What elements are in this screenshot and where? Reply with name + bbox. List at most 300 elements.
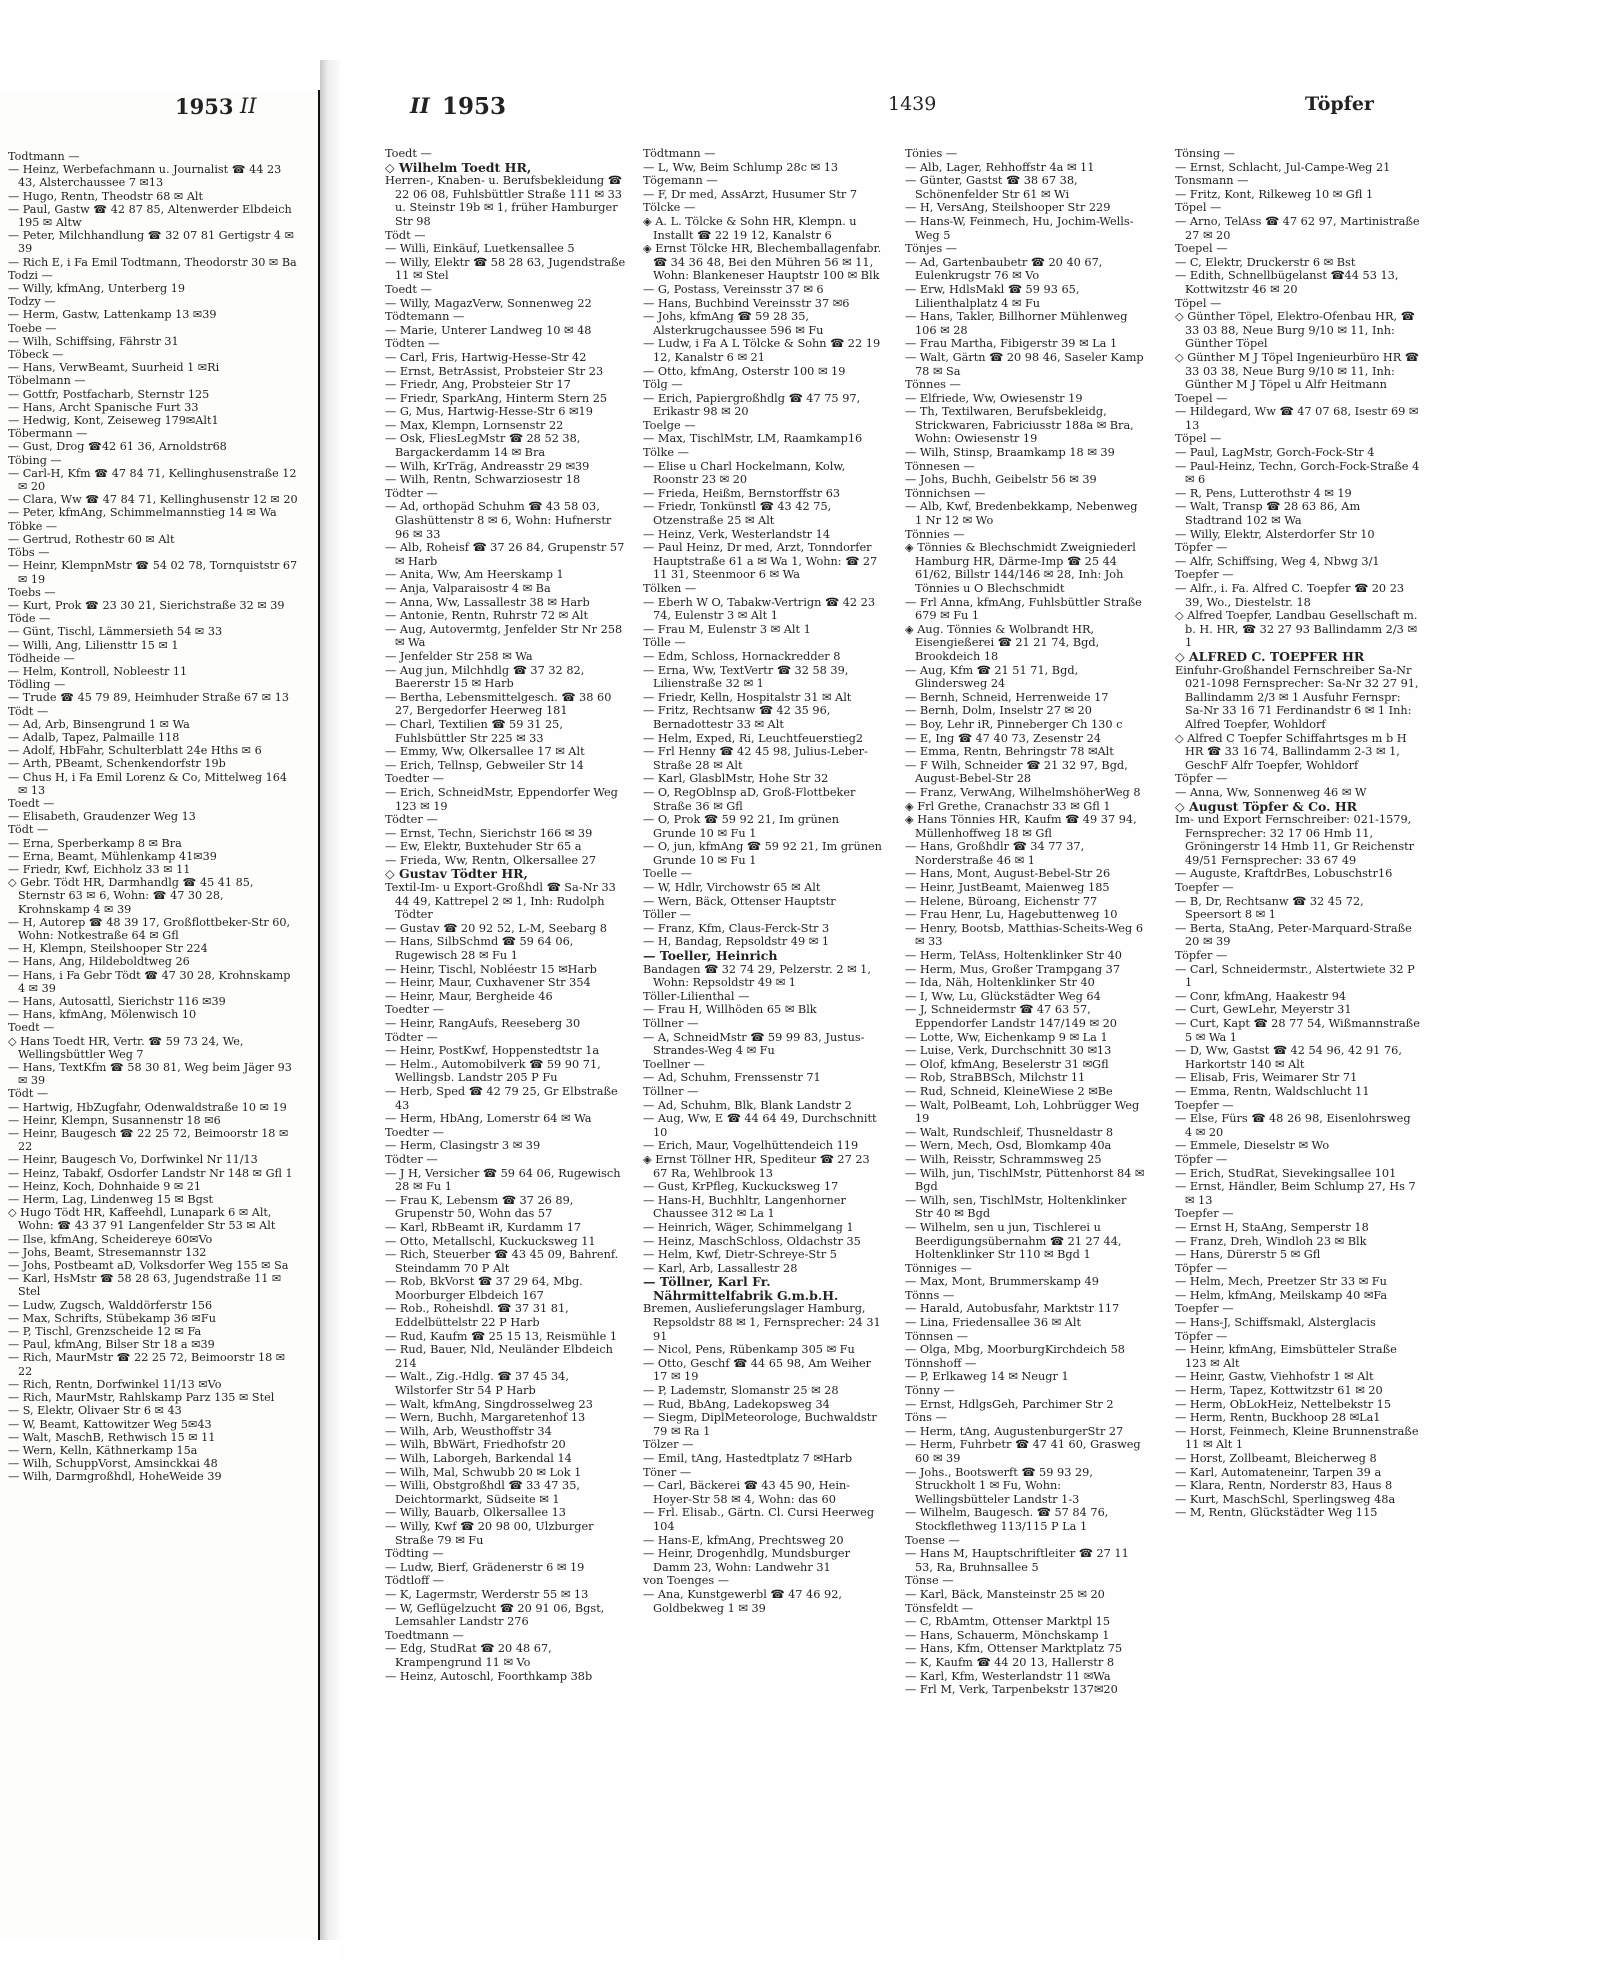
directory-entry: — Frieda, Heißm, Bernstorffstr 63 (643, 486, 841, 500)
directory-entry: — Erich, Tellnsp, Gebweiler Str 14 (385, 758, 584, 772)
directory-entry: — Frl. Elisab., Gärtn. Cl. Cursi Heerweg 104 (643, 1506, 875, 1533)
directory-entry: — Wern, Buchh, Margaretenhof 13 (385, 1411, 586, 1425)
directory-entry: — Herm, Fuhrbetr ☎ 47 41 60, Grasweg 60 ✉ 39 (905, 1438, 1141, 1465)
directory-entry: — Heinr, Baugesch ☎ 22 25 72, Beimoorstr 18 ✉ 22 (8, 1127, 289, 1154)
directory-entry: — Friedr, Kelln, Hospitalstr 31 ✉ Alt (643, 690, 852, 704)
directory-entry: — Kurt, MaschSchl, Sperlingsweg 48a (1175, 1492, 1396, 1506)
directory-entry: — Willi, Ang, Liliensttr 15 ✉ 1 (8, 638, 179, 652)
directory-entry: — Hans, Archt Spanische Furt 33 (8, 400, 199, 414)
directory-entry: ◇ Gebr. Tödt HR, Darmhandlg ☎ 45 41 85, Sternstr 63 ✉ 6, Wohn: ☎ 47 30 28, Krohnskamp 4 ✉ 39 (8, 876, 254, 916)
directory-entry: — Erich, SchneidMstr, Eppendorfer Weg 123 ✉ 19 (385, 785, 618, 813)
directory-entry: Herren-, Knaben- u. Berufsbekleidung ☎ 22 06 08, Fuhlsbüttler Straße 111 ✉ 33 u. Steinstr 19b ✉ 1, früher Hamburger Str 98 (385, 174, 622, 228)
directory-entry: — Bernh, Schneid, Herrenweide 17 (905, 690, 1109, 704)
directory-entry: — Walt, PolBeamt, Loh, Lohbrügger Weg 19 (905, 1098, 1140, 1126)
directory-entry: — Hans, Autosattl, Sierichstr 116 ✉39 (8, 995, 226, 1008)
directory-entry: — Wilh, sen, TischlMstr, Holtenklinker Str 40 ✉ Bgd (905, 1193, 1127, 1221)
directory-entry: — Otto, Geschf ☎ 44 65 98, Am Weiher 17 ✉ 19 (643, 1356, 872, 1384)
surname-heading: Töller-Lilienthal — (643, 989, 750, 1003)
surname-heading: Tönjes — (905, 242, 958, 256)
directory-entry: ◈ Hans Tönnies HR, Kaufm ☎ 49 37 94, Müllenhoffweg 18 ✉ Gfl (905, 813, 1137, 840)
directory-entry: — Edm, Schloss, Hornackredder 8 (643, 649, 841, 663)
surname-heading: Tödter — (385, 813, 438, 827)
directory-entry: — Günt, Tischl, Lämmersieth 54 ✉ 33 (8, 625, 223, 639)
directory-entry: — Heinr, JustBeamt, Maienweg 185 (905, 881, 1110, 895)
directory-entry: — Emmele, Dieselstr ✉ Wo (1175, 1139, 1330, 1153)
directory-entry: — Jenfelder Str 258 ✉ Wa (385, 649, 533, 663)
directory-entry: — G, Mus, Hartwig-Hesse-Str 6 ✉19 (385, 405, 593, 419)
directory-entry: — Franz, Kfm, Claus-Ferck-Str 3 (643, 921, 830, 935)
directory-column-2 (643, 147, 885, 1615)
directory-entry: — Helm, Kontroll, Nobleestr 11 (8, 664, 188, 678)
directory-entry: — F Wilh, Schneider ☎ 21 32 97, Bgd, August-Bebel-Str 28 (905, 758, 1128, 786)
directory-entry: ◇ Alfred Toepfer, Landbau Gesellschaft m. b. H. HR, ☎ 32 27 93 Ballindamm 2/3 ✉ 1 (1175, 609, 1418, 650)
directory-entry: — Paul Heinz, Dr med, Arzt, Tonndorfer Hauptstraße 61 a ✉ Wa 1, Wohn: ☎ 27 11 31, Steenmoor 6 ✉ Wa (643, 541, 878, 582)
directory-entry: — Erna, Sperberkamp 8 ✉ Bra (8, 836, 182, 850)
directory-entry: — Klara, Rentn, Norderstr 83, Haus 8 (1175, 1479, 1393, 1493)
directory-entry: — P, Lademstr, Slomanstr 25 ✉ 28 (643, 1384, 839, 1398)
directory-entry: — Karl, Bäck, Mansteinstr 25 ✉ 20 (905, 1587, 1105, 1601)
directory-entry: — M, Rentn, Glückstädter Weg 115 (1175, 1506, 1378, 1520)
directory-entry: — Elisab, Fris, Weimarer Str 71 (1175, 1071, 1358, 1085)
surname-heading: Töpfer — (1175, 541, 1228, 555)
directory-entry: — C, RbAmtm, Ottenser Marktpl 15 (905, 1615, 1111, 1629)
directory-entry: — Karl, RbBeamt iR, Kurdamm 17 (385, 1220, 582, 1234)
directory-entry: — Frl M, Verk, Tarpenbekstr 137✉20 (905, 1683, 1118, 1697)
surname-heading: Tönny — (905, 1384, 955, 1398)
directory-entry: — Luise, Verk, Durchschnitt 30 ✉13 (905, 1044, 1112, 1058)
directory-entry: — Ad, Arb, Binsengrund 1 ✉ Wa (8, 717, 190, 731)
directory-entry: — Lina, Friedensallee 36 ✉ Alt (905, 1316, 1081, 1330)
directory-entry: — Erich, Papiergroßhdlg ☎ 47 75 97, Erikastr 98 ✉ 20 (643, 391, 861, 419)
directory-entry: — Conr, kfmAng, Haakestr 94 (1175, 989, 1347, 1003)
directory-entry: — F, Dr med, AssArzt, Husumer Str 7 (643, 187, 858, 201)
surname-heading: Tödter — (385, 1030, 438, 1044)
directory-entry: — Ad, Schuhm, Blk, Blank Landstr 2 (643, 1098, 852, 1112)
directory-entry: — Harald, Autobusfahr, Marktstr 117 (905, 1302, 1120, 1316)
directory-entry: ◈ Frl Grethe, Cranachstr 33 ✉ Gfl 1 (905, 799, 1111, 813)
directory-entry: — Hugo, Rentn, Theodstr 68 ✉ Alt (8, 189, 203, 203)
directory-entry: — W, Geflügelzucht ☎ 20 91 06, Bgst, Lemsahler Landstr 276 (385, 1601, 605, 1629)
directory-entry: — Alfr., i. Fa. Alfred C. Toepfer ☎ 20 23 39, Wo., Diestelstr. 18 (1175, 582, 1405, 609)
directory-entry: — Gustav ☎ 20 92 52, L-M, Seebarg 8 (385, 921, 607, 935)
directory-entry: ◇ August Töpfer & Co. HR (1175, 798, 1358, 814)
directory-entry: — K, Kaufm ☎ 44 20 13, Hallerstr 8 (905, 1655, 1115, 1669)
directory-entry: — Willi, Obstgroßhdl ☎ 33 47 35, Deichtormarkt, Südseite ✉ 1 (385, 1479, 581, 1506)
directory-entry: — Johs, Buchh, Geibelstr 56 ✉ 39 (905, 473, 1097, 487)
directory-entry: — Frau K, Lebensm ☎ 37 26 89, Grupenstr 50, Wohn das 57 (385, 1193, 574, 1221)
directory-entry: — Rob, BkVorst ☎ 37 29 64, Mbg. Moorburger Elbdeich 167 (385, 1275, 583, 1302)
directory-entry: Einfuhr-Großhandel Fernschreiber Sa-Nr 021-1098 Fernsprecher: Sa-Nr 32 27 91, Ballindamm 2/3 ✉ 1 Ausfuhr Fernspr: Sa-Nr 33 16 71 Ferdinandstr 6 ✉ 1 Inh: Alfred Toepfer, Wohldorf (1175, 663, 1419, 731)
directory-entry: — Frau H, Willhöden 65 ✉ Blk (643, 1003, 817, 1017)
surname-heading: Töbeck — (8, 348, 64, 362)
directory-entry: — I, Ww, Lu, Glückstädter Weg 64 (905, 989, 1101, 1003)
surname-heading: Toepfer — (1175, 1302, 1234, 1316)
directory-entry: Bandagen ☎ 32 74 29, Pelzerstr. 2 ✉ 1, Wohn: Repsoldstr 49 ✉ 1 (643, 962, 871, 990)
surname-heading: Tödter — (385, 486, 438, 500)
surname-heading: Tönies — (905, 147, 958, 160)
directory-entry: — Toeller, Heinrich (643, 948, 778, 964)
directory-entry: — Kurt, Prok ☎ 23 30 21, Sierichstraße 32 ✉ 39 (8, 598, 285, 612)
directory-entry: — Günter, Gastst ☎ 38 67 38, Schönenfelder Str 61 ✉ Wi (905, 174, 1078, 201)
directory-entry: — Rich, Steuerber ☎ 43 45 09, Bahrenf. Steindamm 70 P Alt (385, 1248, 619, 1275)
directory-entry: — Karl, GlasblMstr, Hohe Str 32 (643, 772, 829, 786)
directory-entry: — Emma, Rentn, Behringstr 78 ✉Alt (905, 745, 1114, 759)
surname-heading: Tölle — (643, 636, 686, 650)
directory-entry: — Wilh, Darmgroßhdl, HoheWeide 39 (8, 1470, 222, 1484)
directory-entry: — Th, Textilwaren, Berufsbekleidg, Strickwaren, Fabriciusstr 188a ✉ Bra, Wohn: Owiesenstr 19 (905, 405, 1134, 446)
directory-entry: — Ad, Gartenbaubetr ☎ 20 40 67, Eulenkrugstr 76 ✉ Vo (905, 255, 1103, 283)
directory-entry: — Hans, kfmAng, Mölenwisch 10 (8, 1008, 197, 1022)
directory-entry: — O, RegOblnsp aD, Groß-Flottbeker Straße 36 ✉ Gfl (643, 785, 856, 813)
directory-entry: — G, Postass, Vereinsstr 37 ✉ 6 (643, 282, 824, 296)
directory-entry: — Rich, Rentn, Dorfwinkel 11/13 ✉Vo (8, 1377, 222, 1391)
surname-heading: Toedt — (385, 282, 432, 296)
directory-entry: — Elfriede, Ww, Owiesenstr 19 (905, 391, 1083, 405)
directory-entry: — Wilh, Stinsp, Braamkamp 18 ✉ 39 (905, 446, 1115, 460)
surname-heading: Tölzer — (643, 1438, 694, 1452)
directory-entry: — Paul-Heinz, Techn, Gorch-Fock-Straße 4 ✉ 6 (1175, 459, 1420, 487)
directory-entry: — Willy, Elektr ☎ 58 28 63, Jugendstraße 11 ✉ Stel (385, 255, 626, 283)
directory-entry: — Wilhelm, sen u jun, Tischlerei u Beerdigungsübernahm ☎ 21 27 44, Holtenklinker Str 110 ✉ Bgd 1 (905, 1220, 1122, 1262)
directory-entry: — Paul, kfmAng, Bilser Str 18 a ✉39 (8, 1338, 215, 1352)
directory-entry: — Herm, ObLokHeiz, Nettelbekstr 15 (1175, 1397, 1392, 1411)
directory-entry: — Anita, Ww, Am Heerskamp 1 (385, 568, 564, 582)
surname-heading: Tölke — (643, 446, 689, 460)
surname-heading: Tödtmann — (643, 147, 716, 160)
surname-heading: Töpfer — (1175, 1329, 1228, 1343)
directory-entry: — Max, Klempn, Lornsenstr 22 (385, 418, 564, 432)
surname-heading: Tödheide — (8, 651, 75, 665)
directory-entry: ◈ Ernst Töllner HR, Spediteur ☎ 27 23 67 Ra, Wehlbrook 13 (643, 1152, 870, 1180)
surname-heading: Tölken — (643, 582, 697, 595)
directory-entry: — Alb, Kwf, Bredenbekkamp, Nebenweg 1 Nr 12 ✉ Wo (905, 500, 1138, 528)
directory-entry: — Hartwig, HbZugfahr, Odenwaldstraße 10 ✉ 19 (8, 1100, 287, 1114)
left-page-column (8, 150, 298, 1484)
directory-entry: — Willy, Elektr, Alsterdorfer Str 10 (1175, 527, 1375, 541)
surname-heading: Töpfer — (1175, 1261, 1228, 1275)
directory-entry: — O, Prok ☎ 59 92 21, Im grünen Grunde 10 ✉ Fu 1 (643, 813, 839, 840)
directory-entry: — Frl Henny ☎ 42 45 98, Julius-Leber-Straße 28 ✉ Alt (643, 745, 868, 772)
surname-heading: Tönns — (905, 1288, 955, 1302)
directory-entry: — Heinr, PostKwf, Hoppenstedtstr 1a (385, 1044, 600, 1058)
directory-entry: — P, Erlkaweg 14 ✉ Neugr 1 (905, 1370, 1069, 1384)
directory-column-1 (385, 147, 627, 1683)
directory-entry: — Fritz, Kont, Rilkeweg 10 ✉ Gfl 1 (1175, 187, 1374, 201)
directory-entry: — Wilh, KrTräg, Andreasstr 29 ✉39 (385, 459, 590, 473)
directory-entry: — Heinz, Verk, Westerlandstr 14 (643, 527, 831, 541)
surname-heading: Töpfer — (1175, 949, 1228, 963)
directory-entry: — Ew, Elektr, Buxtehuder Str 65 a (385, 840, 582, 854)
surname-heading: Toepel — (1175, 391, 1228, 405)
surname-heading: Tödtloff — (385, 1574, 444, 1588)
directory-entry: — Hedwig, Kont, Zeiseweg 179✉Alt1 (8, 414, 219, 428)
surname-heading: Toepel — (1175, 242, 1228, 256)
directory-entry: — Wilh, Laborgeh, Barkendal 14 (385, 1452, 572, 1465)
directory-entry: — Rud, Kaufm ☎ 25 15 13, Reismühle 1 (385, 1329, 618, 1343)
directory-entry: — Herm, tAng, AugustenburgerStr 27 (905, 1424, 1124, 1438)
directory-entry: — Walt, Rundschleif, Thusneldastr 8 (905, 1125, 1114, 1139)
directory-entry: — Max, Mont, Brummerskamp 49 (905, 1275, 1099, 1289)
directory-entry: — Heinr, Maur, Cuxhavener Str 354 (385, 976, 591, 990)
directory-entry: — Hans, Ang, Hildeboldtweg 26 (8, 955, 190, 969)
directory-entry: — Friedr, Ang, Probsteier Str 17 (385, 378, 571, 392)
directory-entry: — Edith, Schnellbügelanst ☎44 53 13, Kottwitzstr 46 ✉ 20 (1175, 269, 1399, 296)
directory-column-3 (905, 147, 1147, 1697)
directory-entry: — Henry, Bootsb, Matthias-Scheits-Weg 6 ✉ 33 (905, 921, 1144, 949)
directory-entry: — S, Elektr, Olivaer Str 6 ✉ 43 (8, 1404, 182, 1418)
directory-entry: — Antonie, Rentn, Ruhrstr 72 ✉ Alt (385, 609, 589, 623)
directory-entry: — Osk, FliesLegMstr ☎ 28 52 38, Bargackerdamm 14 ✉ Bra (385, 432, 581, 460)
directory-entry: — Otto, Metallschl, Kuckucksweg 11 (385, 1234, 596, 1248)
directory-entry: — Wilh, Mal, Schwubb 20 ✉ Lok 1 (385, 1465, 582, 1479)
surname-heading: Töpel — (1175, 296, 1222, 310)
surname-heading: Toedter — (385, 1003, 444, 1017)
book-spine (320, 60, 340, 1940)
directory-entry: — Willy, Bauarb, Olkersallee 13 (385, 1506, 566, 1520)
directory-entry: — C, Elektr, Druckerstr 6 ✉ Bst (1175, 255, 1356, 269)
directory-entry: — Frl Anna, kfmAng, Fuhlsbüttler Straße 679 ✉ Fu 1 (905, 595, 1142, 623)
surname-heading: Toebs — (8, 585, 56, 599)
directory-entry: — Hans, Schauerm, Mönchskamp 1 (905, 1628, 1110, 1642)
directory-entry: — Ana, Kunstgewerbl ☎ 47 46 92, Goldbekweg 1 ✉ 39 (643, 1587, 842, 1615)
directory-entry: — Ernst, HdlgsGeh, Parchimer Str 2 (905, 1397, 1114, 1411)
directory-entry: — Ludw, i Fa A L Tölcke & Sohn ☎ 22 19 12, Kanalstr 6 ✉ 21 (643, 337, 881, 364)
directory-entry: — Adolf, HbFahr, Schulterblatt 24e Hths ✉ 6 (8, 744, 262, 758)
directory-entry: — Wilh, BbWärt, Friedhofstr 20 (385, 1438, 566, 1452)
directory-entry: ◇ Günther M J Töpel Ingenieurbüro HR ☎ 33 03 38, Neue Burg 9/10 ✉ 11, Inh: Günther M J Töpel u Alfr Heitmann (1175, 350, 1419, 392)
directory-entry: — Wilh, Reisstr, Schrammsweg 25 (905, 1152, 1102, 1166)
directory-entry: — Curt, GewLehr, Meyerstr 31 (1175, 1003, 1352, 1017)
surname-heading: Töbing — (8, 453, 62, 467)
directory-entry: — Berta, StaAng, Peter-Marquard-Straße 20 ✉ 39 (1175, 921, 1412, 949)
surname-heading: Töbs — (8, 546, 50, 560)
directory-entry: — Rich E, i Fa Emil Todtmann, Theodorstr 30 ✉ Ba (8, 255, 297, 269)
directory-entry: — Gottfr, Postfacharb, Sternstr 125 (8, 387, 210, 401)
directory-entry: — Heinz, Werbefachmann u. Journalist ☎ 44 23 43, Alsterchaussee 7 ✉13 (8, 163, 282, 190)
surname-heading: Tonsmann — (1175, 174, 1249, 188)
directory-entry: — Olof, kfmAng, Beselerstr 31 ✉Gfl (905, 1057, 1109, 1071)
directory-entry: — Heinr, Klempn, Susannenstr 18 ✉6 (8, 1113, 221, 1127)
directory-entry: — Rich, MaurMstr, Rahlskamp Parz 135 ✉ Stel (8, 1391, 275, 1405)
surname-heading: Tönnesen — (905, 459, 975, 473)
directory-entry: — Hans, VerwBeamt, Suurheid 1 ✉Ri (8, 361, 220, 375)
directory-entry: — Heinr, kfmAng, Eimsbütteler Straße 123 ✉ Alt (1175, 1343, 1397, 1370)
surname-heading: Toepfer — (1175, 1098, 1234, 1112)
directory-entry: — Heinz, MaschSchloss, Oldachstr 35 (643, 1234, 861, 1248)
directory-entry: — Alfr, Schiffsing, Weg 4, Nbwg 3/1 (1175, 554, 1380, 568)
directory-entry: — Karl, Arb, Lassallestr 28 (643, 1261, 798, 1275)
surname-heading: Toedt — (385, 147, 432, 160)
directory-entry: — Hans-W, Feinmech, Hu, Jochim-Wells-Weg 5 (905, 214, 1134, 242)
directory-entry: — Aug, Ww, E ☎ 44 64 49, Durchschnitt 10 (643, 1112, 877, 1139)
directory-entry: — Horst, Feinmech, Kleine Brunnenstraße 11 ✉ Alt 1 (1175, 1424, 1419, 1452)
surname-heading: Töpfer — (1175, 772, 1228, 786)
directory-entry: — Heinr, Baugesch Vo, Dorfwinkel Nr 11/13 (8, 1153, 258, 1167)
directory-entry: — B, Dr, Rechtsanw ☎ 32 45 72, Speersort 8 ✉ 1 (1175, 894, 1364, 922)
directory-entry: — Hans-H, Buchhltr, Langenhorner Chaussee 312 ✉ La 1 (643, 1193, 846, 1221)
directory-entry: — Horst, Zollbeamt, Bleicherweg 8 (1175, 1452, 1377, 1465)
directory-entry: — Frieda, Ww, Rentn, Olkersallee 27 (385, 853, 597, 867)
directory-entry: — Nicol, Pens, Rübenkamp 305 ✉ Fu (643, 1343, 855, 1357)
directory-entry: — Heinz, Autoschl, Foorthkamp 38b (385, 1669, 593, 1683)
directory-entry: — Gust, KrPfleg, Kuckucksweg 17 (643, 1180, 839, 1194)
directory-entry: — Hans-E, kfmAng, Prechtsweg 20 (643, 1533, 844, 1547)
directory-entry: — Hans M, Hauptschriftleiter ☎ 27 11 53, Ra, Bruhnsallee 5 (905, 1547, 1129, 1574)
directory-entry: — Herm, Lag, Lindenweg 15 ✉ Bgst (8, 1193, 214, 1207)
directory-entry: — Arth, PBeamt, Schenkendorfstr 19b (8, 757, 226, 771)
directory-entry: — Eberh W O, Tabakw-Vertrign ☎ 42 23 74, Eulenstr 3 ✉ Alt 1 (643, 595, 876, 623)
directory-entry: — Ida, Näh, Holtenklinker Str 40 (905, 976, 1095, 990)
page-year: 1953 (442, 93, 507, 120)
directory-entry: — Chus H, i Fa Emil Lorenz & Co, Mittelweg 164 ✉ 13 (8, 770, 287, 797)
directory-entry: ◇ Günther Töpel, Elektro-Ofenbau HR, ☎ 33 03 88, Neue Burg 9/10 ✉ 11, Inh: Günther Töpel (1175, 310, 1415, 351)
surname-heading: Töns — (905, 1411, 947, 1425)
directory-entry: — Heinrich, Wäger, Schimmelgang 1 (643, 1220, 854, 1234)
directory-entry: — Hans, Kfm, Ottenser Marktplatz 75 (905, 1642, 1123, 1656)
directory-entry: — Else, Fürs ☎ 48 26 98, Eisenlohrsweg 4 ✉ 20 (1175, 1112, 1411, 1139)
directory-entry: — K, Lagermstr, Werderstr 55 ✉ 13 (385, 1587, 589, 1601)
directory-entry: — Heinz, Tabakf, Osdorfer Landstr Nr 148 ✉ Gfl 1 (8, 1166, 293, 1180)
directory-entry: Im- und Export Fernschreiber: 021-1579, Fernsprecher: 32 17 06 Hmb 11, Gröningerstr 14 Hmb 11, Gr Reichenstr 49/51 Fernsprecher: 33 67 49 (1175, 813, 1415, 867)
directory-entry: ◇ Gustav Tödter HR, (385, 866, 528, 882)
directory-entry: — Ernst, Schlacht, Jul-Campe-Weg 21 (1175, 160, 1391, 174)
directory-entry: — Herm, TelAss, Holtenklinker Str 40 (905, 949, 1122, 963)
directory-entry: — Heinr, Drogenhdlg, Mundsburger Damm 23, Wohn: Landwehr 31 (643, 1547, 851, 1574)
directory-entry: — Hans, Großhdlr ☎ 34 77 37, Norderstraße 46 ✉ 1 (905, 840, 1085, 867)
directory-entry: — Friedr, Tonkünstl ☎ 43 42 75, Otzenstraße 25 ✉ Alt (643, 500, 832, 528)
directory-entry: — Wern, Kelln, Käthnerkamp 15a (8, 1443, 198, 1457)
directory-entry: — J, Schneidermstr ☎ 47 63 57, Eppendorfer Landstr 147/149 ✉ 20 (905, 1003, 1117, 1030)
directory-column-4 (1175, 147, 1420, 1520)
directory-entry: — Friedr, Kwf, Eichholz 33 ✉ 11 (8, 862, 191, 876)
directory-entry: — Clara, Ww ☎ 47 84 71, Kellinghusenstr 12 ✉ 20 (8, 493, 298, 507)
directory-entry: Bremen, Auslieferungslager Hamburg, Repsoldstr 88 ✉ 1, Fernsprecher: 24 31 91 (643, 1302, 881, 1343)
surname-heading: Tönnes — (905, 378, 961, 392)
directory-entry: — Alb, Roheisf ☎ 37 26 84, Grupenstr 57 ✉ Harb (385, 541, 625, 568)
directory-entry: — Ad, Schuhm, Frenssenstr 71 (643, 1071, 821, 1085)
page-number: 1439 (888, 93, 937, 115)
directory-entry: — Wilh, Arb, Weusthoffstr 34 (385, 1424, 552, 1438)
directory-entry: — Emma, Rentn, Waldschlucht 11 (1175, 1084, 1370, 1098)
directory-entry: — Herm, Rentn, Buckhoop 28 ✉La1 (1175, 1411, 1381, 1425)
surname-heading: Todzy — (8, 295, 56, 309)
directory-entry: — E, Ing ☎ 47 40 73, Zesenstr 24 (905, 731, 1102, 745)
directory-entry: — Edg, StudRat ☎ 20 48 67, Krampengrund 11 ✉ Vo (385, 1642, 552, 1669)
directory-entry: — Trude ☎ 45 79 89, Heimhuder Straße 67 ✉ 13 (8, 691, 289, 705)
surname-heading: Toelge — (643, 418, 696, 432)
surname-heading: Tödten — (385, 337, 440, 351)
directory-entry: ◇ Wilhelm Toedt HR, (385, 159, 532, 175)
directory-entry: ◈ Aug. Tönnies & Wolbrandt HR, Eisengießerei ☎ 21 21 74, Bgd, Brookdeich 18 (905, 622, 1100, 663)
directory-entry: — A, SchneidMstr ☎ 59 99 83, Justus-Strandes-Weg 4 ✉ Fu (643, 1030, 865, 1058)
surname-heading: Tönsing — (1175, 147, 1235, 160)
surname-heading: Töbke — (8, 519, 58, 533)
surname-heading: Tödt — (8, 704, 49, 718)
directory-entry: — Heinr, KlempnMstr ☎ 54 02 78, Tornquiststr 67 ✉ 19 (8, 559, 298, 586)
surname-heading: Tögemann — (643, 174, 718, 188)
directory-entry: — Wilh, SchuppVorst, Amsinckkai 48 (8, 1457, 218, 1471)
directory-entry: — D, Ww, Gastst ☎ 42 54 96, 42 91 76, Harkortstr 140 ✉ Alt (1175, 1044, 1402, 1071)
directory-entry: — H, Bandag, Repsoldstr 49 ✉ 1 (643, 935, 830, 949)
directory-entry: — Heinr, RangAufs, Reeseberg 30 (385, 1017, 581, 1030)
directory-entry: ◇ ALFRED C. TOEPFER HR (1175, 648, 1365, 664)
directory-entry: — Friedr, SparkAng, Hinterm Stern 25 (385, 391, 608, 405)
surname-heading: Toellner — (643, 1057, 705, 1071)
surname-heading: Todtmann — (8, 150, 80, 163)
left-page-year: 1953 (175, 94, 234, 119)
directory-entry: — Rud, BbAng, Ladekopsweg 34 (643, 1397, 830, 1411)
directory-entry: — Johs, kfmAng ☎ 59 28 35, Alsterkrugchaussee 596 ✉ Fu (643, 310, 824, 337)
directory-entry: — Helm, Exped, Ri, Leuchtfeuerstieg2 (643, 731, 864, 745)
directory-entry: — Otto, kfmAng, Osterstr 100 ✉ 19 (643, 364, 846, 378)
directory-entry: — Anna, Ww, Sonnenweg 46 ✉ W (1175, 785, 1367, 799)
directory-entry: — R, Pens, Lutterothstr 4 ✉ 19 (1175, 486, 1352, 500)
directory-entry: — Rud, Schneid, KleineWiese 2 ✉Be (905, 1084, 1113, 1098)
left-page-header (0, 90, 318, 124)
directory-entry: — Alb, Lager, Rehhoffstr 4a ✉ 11 (905, 160, 1095, 174)
surname-heading: Töllner — (643, 1017, 699, 1030)
directory-entry: — Carl, Schneidermstr., Alstertwiete 32 P 1 (1175, 962, 1415, 990)
directory-entry: ◇ Hugo Tödt HR, Kaffeehdl, Lunapark 6 ✉ Alt, Wohn: ☎ 43 37 91 Langenfelder Str 53 ✉ Alt (8, 1206, 276, 1233)
surname-heading: Toelle — (643, 867, 692, 881)
directory-entry: — Herm, Clasingstr 3 ✉ 39 (385, 1139, 541, 1153)
directory-entry: ◈ Ernst Tölcke HR, Blechemballagenfabr. ☎ 34 36 48, Bei den Mühren 56 ✉ 11, Wohn: Blankeneser Hauptstr 100 ✉ Blk (643, 242, 882, 283)
directory-entry: — Erna, Beamt, Mühlenkamp 41✉39 (8, 849, 217, 863)
surname-heading: Tödting — (385, 1547, 444, 1561)
directory-entry: — Wilh, jun, TischlMstr, Püttenhorst 84 ✉ Bgd (905, 1166, 1145, 1194)
surname-heading: Tönsfeldt — (905, 1601, 974, 1615)
directory-entry: — Walt, Transp ☎ 28 63 86, Am Stadtrand 102 ✉ Wa (1175, 500, 1361, 528)
directory-entry: — Helm, kfmAng, Meilskamp 40 ✉Fa (1175, 1288, 1388, 1302)
directory-entry: — Herm, Gastw, Lattenkamp 13 ✉39 (8, 308, 217, 322)
directory-entry: — Johs, Postbeamt aD, Volksdorfer Weg 155 ✉ Sa (8, 1259, 289, 1273)
directory-entry: — Erna, Ww, TextVertr ☎ 32 58 39, Lilienstraße 32 ✉ 1 (643, 663, 849, 691)
directory-entry: — Emil, tAng, Hastedtplatz 7 ✉Harb (643, 1452, 853, 1465)
surname-heading: Töpfer — (1175, 1152, 1228, 1166)
directory-entry: — Herm, HbAng, Lomerstr 64 ✉ Wa (385, 1112, 592, 1126)
directory-entry: — Carl, Bäckerei ☎ 43 45 90, Hein-Hoyer-Str 58 ✉ 4, Wohn: das 60 (643, 1479, 851, 1506)
directory-entry: — Walt, kfmAng, Singdrosselweg 23 (385, 1397, 593, 1411)
directory-entry: — Ludw, Zugsch, Walddörferstr 156 (8, 1298, 213, 1312)
directory-entry: — W, Beamt, Kattowitzer Weg 5✉43 (8, 1417, 212, 1431)
surname-heading: Tönniges — (905, 1261, 972, 1275)
directory-entry: — Hans, TextKfm ☎ 58 30 81, Weg beim Jäger 93 ✉ 39 (8, 1061, 292, 1088)
directory-entry: — Willy, Kwf ☎ 20 98 00, Ulzburger Straße 79 ✉ Fu (385, 1519, 594, 1547)
left-page (0, 90, 320, 1940)
directory-entry: — Herm, Tapez, Kottwitzstr 61 ✉ 20 (1175, 1384, 1383, 1398)
directory-entry: — Töllner, Karl Fr. Nährmittelfabrik G.m.b.H. (643, 1274, 839, 1303)
directory-entry: — O, jun, kfmAng ☎ 59 92 21, Im grünen Grunde 10 ✉ Fu 1 (643, 840, 882, 867)
directory-entry: — Helm., Automobilverk ☎ 59 90 71, Wellingsb. Landstr 205 P Fu (385, 1057, 601, 1085)
directory-entry: — Ernst H, StaAng, Semperstr 18 (1175, 1220, 1369, 1234)
directory-entry: — Anna, Ww, Lassallestr 38 ✉ Harb (385, 595, 590, 609)
directory-entry: — Hans, i Fa Gebr Tödt ☎ 47 30 28, Krohnskamp 4 ✉ 39 (8, 968, 291, 995)
surname-heading: Töde — (8, 612, 51, 626)
surname-heading: von Toenges — (643, 1574, 730, 1588)
surname-heading: Toense — (905, 1533, 960, 1547)
directory-entry: — Erw, HdlsMakl ☎ 59 93 65, Lilienthalplatz 4 ✉ Fu (905, 282, 1080, 310)
directory-entry: — Peter, Milchhandlung ☎ 32 07 81 Gertigstr 4 ✉ 39 (8, 229, 294, 256)
right-page (340, 75, 1430, 1965)
directory-entry: — Gust, Drog ☎42 61 36, Arnoldstr68 (8, 440, 227, 454)
directory-entry: — Rich, MaurMstr ☎ 22 25 72, Beimoorstr 18 ✉ 22 (8, 1351, 286, 1378)
directory-entry: — Franz, VerwAng, WilhelmshöherWeg 8 (905, 785, 1141, 799)
directory-entry: — Bernh, Dolm, Inselstr 27 ✉ 20 (905, 704, 1092, 718)
directory-entry: — W, Hdlr, Virchowstr 65 ✉ Alt (643, 881, 821, 895)
directory-entry: — Hans, Takler, Billhorner Mühlenweg 106 ✉ 28 (905, 310, 1128, 337)
left-page-volume: II (240, 94, 257, 118)
surname-heading: Tönnsen — (905, 1329, 969, 1343)
